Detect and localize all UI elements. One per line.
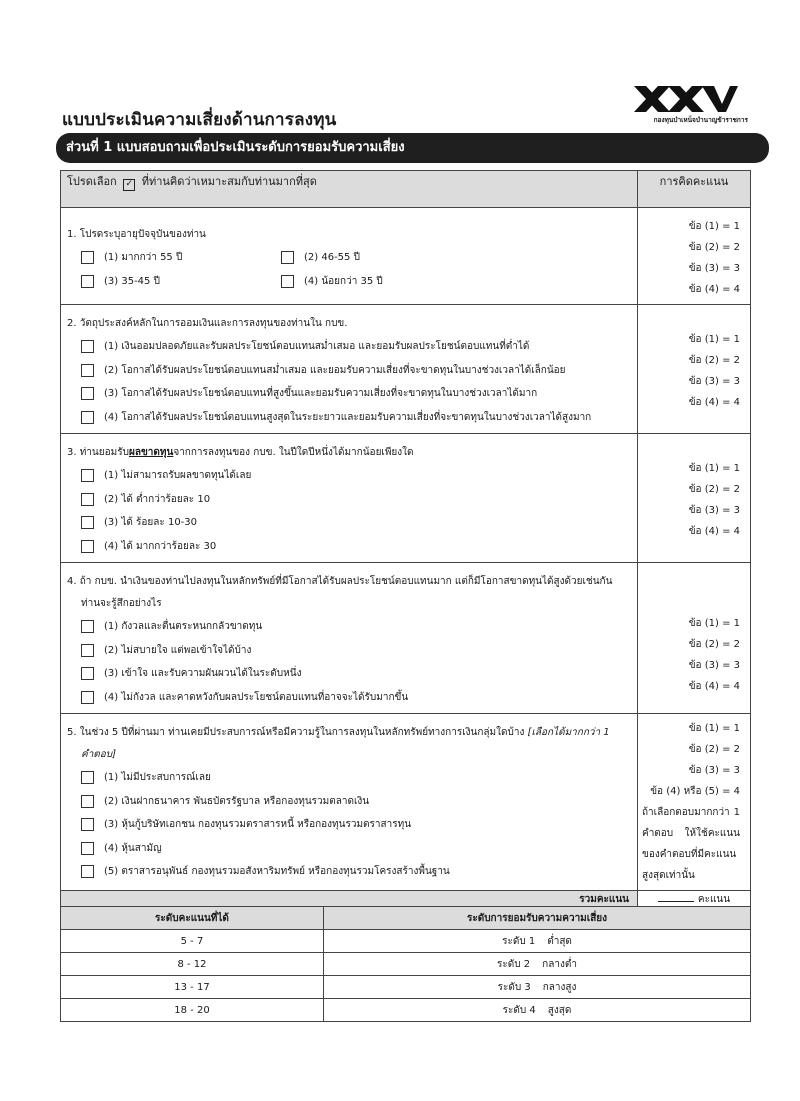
score-rule: ข้อ (4) = 4: [688, 397, 740, 408]
score-range: 5 - 7: [61, 930, 324, 953]
option-checkbox[interactable]: [67, 464, 631, 488]
option-checkbox[interactable]: [67, 662, 631, 686]
section-header: ส่วนที่ 1 แบบสอบถามเพื่อประเมินระดับการยอมรับความเสี่ยง: [56, 133, 769, 163]
score-rule: ข้อ (3) = 3: [688, 765, 740, 776]
questionnaire-table: [60, 170, 751, 922]
score-rule: ข้อ (1) = 1: [688, 463, 740, 474]
question-cell: [61, 305, 638, 434]
question-row-4: [61, 563, 751, 714]
checkbox-icon[interactable]: [81, 251, 94, 264]
question-text: [67, 722, 631, 766]
option-label: (2) โอกาสได้รับผลประโยชน์ตอบแทนสม่ำเสมอ และยอมรับความเสี่ยงที่จะขาดทุนในบางช่วงเวลาได้เล็กน้อย: [104, 364, 566, 376]
option-label: (1) เงินออมปลอดภัยและรับผลประโยชน์ตอบแทนสม่ำเสมอ และยอมรับผลประโยชน์ตอบแทนที่ต่ำได้: [104, 341, 530, 353]
score-cell: [638, 434, 751, 563]
option-checkbox[interactable]: [267, 270, 631, 294]
question-text-part: 3. ท่านยอมรับ: [67, 447, 129, 458]
risk-level-header-row: [61, 907, 751, 930]
risk-level-row: [61, 930, 751, 953]
option-label: (1) มากกว่า 55 ปี: [104, 252, 183, 264]
option-label: (2) 46-55 ปี: [304, 252, 360, 264]
option-checkbox[interactable]: [67, 790, 631, 814]
option-checkbox[interactable]: [67, 766, 631, 790]
score-cell: [638, 208, 751, 305]
total-score-input[interactable]: [658, 901, 694, 902]
risk-level-row: [61, 953, 751, 976]
score-cell: [638, 305, 751, 434]
question-row-2: [61, 305, 751, 434]
instruction-suffix: ที่ท่านคิดว่าเหมาะสมกับท่านมากที่สุด: [141, 175, 317, 188]
level-description: ต่ำสุด: [547, 935, 572, 947]
question-cell: [61, 714, 638, 891]
level-number: ระดับ 3: [497, 981, 531, 993]
score-rule: ข้อ (3) = 3: [688, 505, 740, 516]
risk-level: [324, 930, 751, 953]
score-rule: ข้อ (1) = 1: [688, 221, 740, 232]
score-rule: ข้อ (1) = 1: [688, 334, 740, 345]
option-checkbox[interactable]: [67, 335, 631, 359]
score-note: ถ้าเลือกตอบมากกว่า 1 คำตอบ ให้ใช้คะแนนของคำตอบที่มีคะแนนสูงสุดเท่านั้น: [642, 807, 740, 881]
instruction-cell: [61, 171, 638, 208]
score-rule: ข้อ (3) = 3: [688, 376, 740, 387]
question-row-1: [61, 208, 751, 305]
score-column-header: การคิดคะแนน: [638, 171, 751, 208]
level-number: ระดับ 2: [497, 958, 531, 970]
checkbox-icon[interactable]: [81, 411, 94, 424]
checkbox-icon[interactable]: [81, 469, 94, 482]
logo-mark-icon: [630, 84, 740, 114]
question-text-line: 5. ในช่วง 5 ปีที่ผ่านมา ท่านเคยมีประสบการณ์หรือมีความรู้ในการลงทุนในหลักทรัพย์ทางการเงินกลุ่มใดบ้าง: [67, 727, 525, 738]
question-text: 1. โปรดระบุอายุปัจจุบันของท่าน: [67, 229, 206, 240]
score-cell: [638, 714, 751, 891]
option-label: (4) น้อยกว่า 35 ปี: [304, 275, 383, 287]
question-text: [67, 442, 631, 464]
question-row-3: [61, 434, 751, 563]
score-range: 8 - 12: [61, 953, 324, 976]
question-text: [67, 571, 631, 615]
option-checkbox[interactable]: [267, 246, 631, 270]
option-checkbox[interactable]: [67, 615, 631, 639]
option-label: (3) หุ้นกู้บริษัทเอกชน กองทุนรวมตราสารหนี้ หรือกองทุนรวมตราสารทุน: [104, 819, 412, 831]
score-rule: ข้อ (2) = 2: [688, 639, 740, 650]
fund-logo: [612, 84, 748, 128]
score-rule: ข้อ (3) = 3: [688, 660, 740, 671]
score-rule: ข้อ (3) = 3: [688, 263, 740, 274]
checkbox-icon[interactable]: [81, 865, 94, 878]
risk-level-header: ระดับการยอมรับความความเสี่ยง: [324, 907, 751, 930]
question-text: 2. วัตถุประสงค์หลักในการออมเงินและการลงทุนของท่านใน กบข.: [67, 318, 348, 329]
option-checkbox[interactable]: [67, 860, 631, 884]
option-label: (3) โอกาสได้รับผลประโยชน์ตอบแทนที่สูงขึ้นและยอมรับความเสี่ยงที่จะขาดทุนในบางช่วงเวลาได้มาก: [104, 388, 538, 400]
score-rule: ข้อ (2) = 2: [688, 484, 740, 495]
checkbox-icon[interactable]: [81, 644, 94, 657]
level-number: ระดับ 1: [502, 935, 536, 947]
option-checkbox[interactable]: [67, 813, 631, 837]
checkbox-icon[interactable]: [81, 540, 94, 553]
option-checkbox[interactable]: [67, 488, 631, 512]
score-rule: ข้อ (2) = 2: [688, 242, 740, 253]
risk-level: [324, 976, 751, 999]
question-note: คำตอบ]: [81, 749, 117, 760]
score-range: 13 - 17: [61, 976, 324, 999]
option-label: (2) เงินฝากธนาคาร พันธบัตรรัฐบาล หรือกองทุนรวมตลาดเงิน: [104, 795, 370, 807]
question-text-line: ท่านจะรู้สึกอย่างไร: [81, 598, 162, 609]
option-label: (3) ได้ ร้อยละ 10-30: [104, 517, 198, 529]
question-emphasis: ผลขาดทุน: [128, 447, 174, 458]
option-label: (3) เข้าใจ และรับความผันผวนได้ในระดับหนึ่ง: [104, 668, 302, 680]
checkbox-icon[interactable]: [81, 516, 94, 529]
option-checkbox[interactable]: [67, 511, 631, 535]
question-cell: [61, 208, 638, 305]
score-range: 18 - 20: [61, 999, 324, 1022]
checkbox-icon[interactable]: [81, 493, 94, 506]
checkbox-icon[interactable]: [81, 364, 94, 377]
option-label: (1) กังวลและตื่นตระหนกกลัวขาดทุน: [104, 621, 263, 633]
score-cell: [638, 563, 751, 714]
level-description: กลางต่ำ: [542, 958, 577, 970]
option-checkbox[interactable]: [67, 639, 631, 663]
checkbox-icon[interactable]: [81, 818, 94, 831]
checkbox-icon[interactable]: [81, 842, 94, 855]
checkbox-icon[interactable]: [81, 340, 94, 353]
option-label: (2) ได้ ต่ำกว่าร้อยละ 10: [104, 493, 211, 505]
option-label: (2) ไม่สบายใจ แต่พอเข้าใจได้บ้าง: [104, 644, 252, 656]
level-description: สูงสุด: [547, 1004, 572, 1016]
total-unit: คะแนน: [697, 894, 731, 905]
option-label: (1) ไม่มีประสบการณ์เลย: [104, 772, 211, 784]
total-label: รวมคะแนน: [61, 891, 638, 922]
question-text-part: จากการลงทุนของ กบข. ในปีใดปีหนึ่งได้มากน้อยเพียงใด: [173, 447, 414, 458]
checkbox-icon[interactable]: [281, 251, 294, 264]
score-range-header: ระดับคะแนนที่ได้: [61, 907, 324, 930]
checkbox-icon[interactable]: [81, 667, 94, 680]
score-rule: ข้อ (2) = 2: [688, 744, 740, 755]
logo-caption: กองทุนบำเหน็จบำนาญข้าราชการ: [653, 116, 748, 124]
checkbox-icon[interactable]: [81, 620, 94, 633]
option-label: (3) 35-45 ปี: [104, 275, 160, 287]
level-description: กลางสูง: [542, 981, 577, 993]
risk-level-table: [60, 906, 751, 1022]
checkbox-icon[interactable]: [81, 691, 94, 704]
page-title: แบบประเมินความเสี่ยงด้านการลงทุน: [62, 110, 337, 130]
checkbox-icon[interactable]: [81, 387, 94, 400]
question-note: [เลือกได้มากกว่า 1: [527, 727, 610, 738]
instruction-prefix: โปรดเลือก: [67, 175, 117, 188]
option-checkbox[interactable]: [67, 686, 631, 710]
level-number: ระดับ 4: [502, 1004, 536, 1016]
option-checkbox[interactable]: [67, 837, 631, 861]
checkbox-icon[interactable]: [81, 771, 94, 784]
option-label: (4) ไม่กังวล และคาดหวังกับผลประโยชน์ตอบแทนที่อาจจะได้รับมากขึ้น: [104, 691, 409, 703]
option-label: (4) โอกาสได้รับผลประโยชน์ตอบแทนสูงสุดในระยะยาวและยอมรับความเสี่ยงที่จะขาดทุนในบางช่วงเวลาได้สูงมาก: [104, 411, 592, 423]
score-rule: ข้อ (4) = 4: [688, 284, 740, 295]
option-checkbox[interactable]: [67, 246, 267, 270]
risk-level-row: [61, 976, 751, 999]
question-row-5: [61, 714, 751, 891]
question-cell: [61, 434, 638, 563]
score-rule: ข้อ (4) = 4: [688, 681, 740, 692]
option-label: (1) ไม่สามารถรับผลขาดทุนได้เลย: [104, 470, 252, 482]
option-label: (5) ตราสารอนุพันธ์ กองทุนรวมอสังหาริมทรัพย์ หรือกองทุนรวมโครงสร้างพื้นฐาน: [104, 866, 450, 878]
score-rule: ข้อ (1) = 1: [688, 618, 740, 629]
checkbox-icon[interactable]: [281, 275, 294, 288]
option-label: (4) หุ้นสามัญ: [104, 842, 162, 854]
checkbox-icon[interactable]: [81, 275, 94, 288]
option-checkbox[interactable]: [67, 359, 631, 383]
question-cell: [61, 563, 638, 714]
checked-box-icon: ✓: [123, 179, 135, 191]
risk-level: [324, 953, 751, 976]
score-rule: ข้อ (4) = 4: [688, 526, 740, 537]
risk-level-row: [61, 999, 751, 1022]
option-label: (4) ได้ มากกว่าร้อยละ 30: [104, 540, 217, 552]
option-checkbox[interactable]: [67, 406, 631, 430]
score-rule: ข้อ (1) = 1: [688, 723, 740, 734]
option-checkbox[interactable]: [67, 382, 631, 406]
checkbox-icon[interactable]: [81, 795, 94, 808]
table-header-row: [61, 171, 751, 208]
score-rule: ข้อ (4) หรือ (5) = 4: [650, 786, 740, 797]
risk-level: [324, 999, 751, 1022]
question-text-line: 4. ถ้า กบข. นำเงินของท่านไปลงทุนในหลักทรัพย์ที่มีโอกาสได้รับผลประโยชน์ตอบแทนมาก แต่ก็มีโอกาสขาดทุนได้สูงด้วยเช่นกัน: [67, 576, 613, 587]
score-rule: ข้อ (2) = 2: [688, 355, 740, 366]
option-checkbox[interactable]: [67, 270, 267, 294]
option-checkbox[interactable]: [67, 535, 631, 559]
